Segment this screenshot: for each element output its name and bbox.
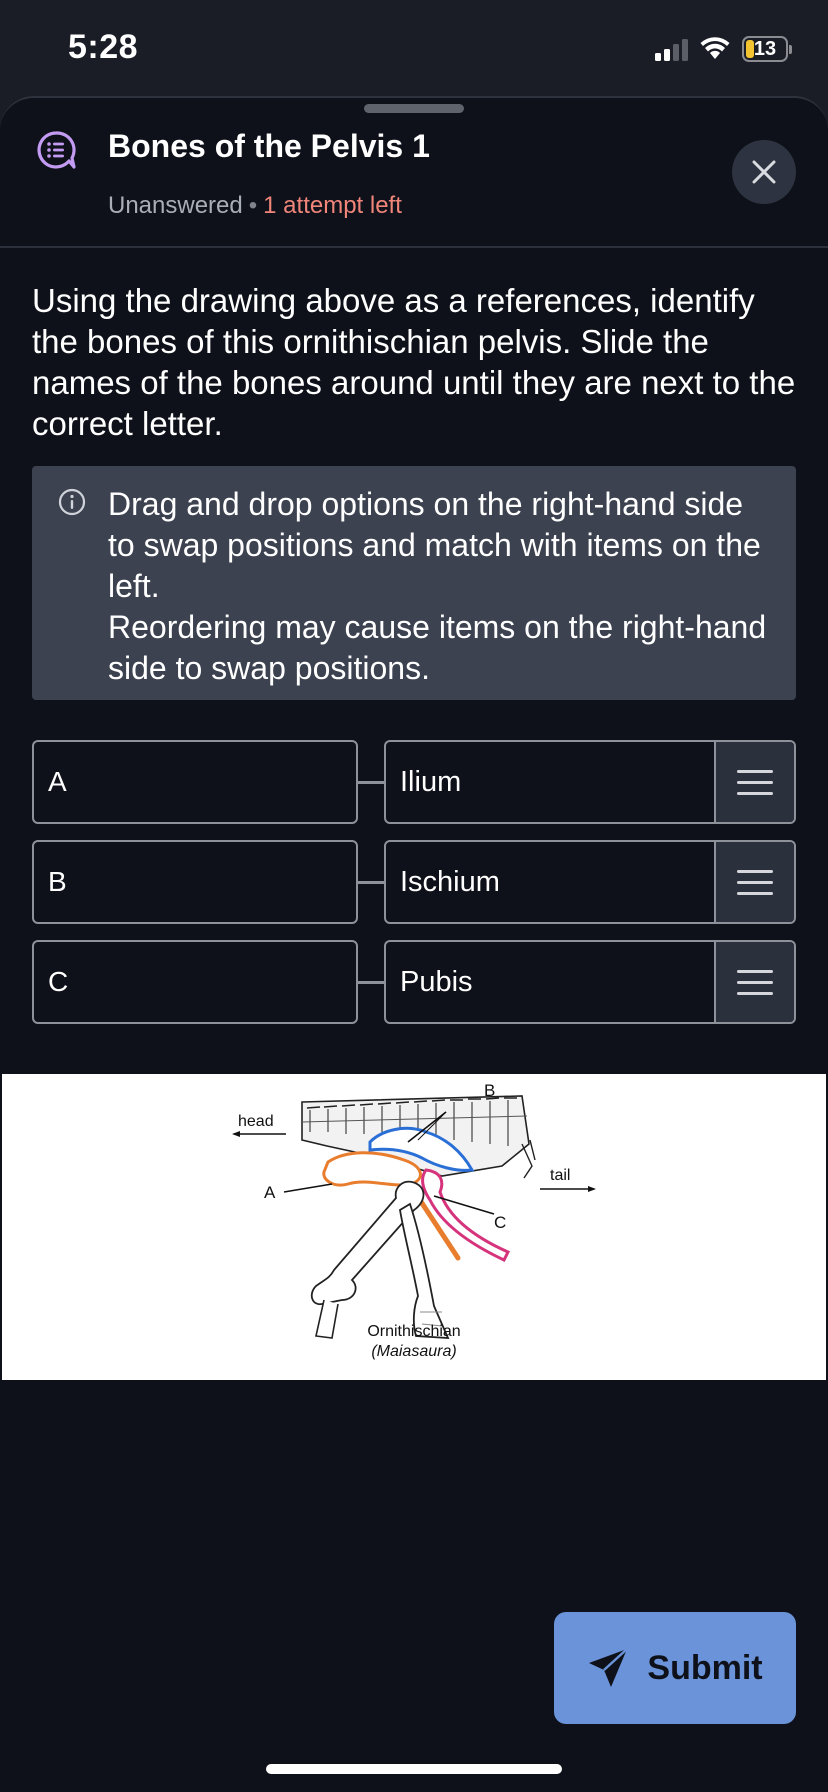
target-label: C [48,966,69,997]
answer-status: Unanswered [108,192,243,219]
caption-line-2: (Maiasaura) [371,1343,457,1360]
label-b: B [484,1081,496,1100]
match-connector [358,981,384,984]
cellular-signal-icon [655,37,688,61]
match-row [32,940,796,1024]
caption-line-1: Ornithischian [367,1323,461,1340]
target-item-b [32,840,358,924]
submit-button[interactable] [554,1612,796,1724]
head-label: head [238,1113,274,1130]
info-icon [58,488,86,516]
label-c: C [494,1213,507,1232]
status-separator: • [248,192,258,219]
attempts-left: 1 attempt left [263,192,402,219]
header-divider [0,246,828,248]
option-label: Ischium [400,866,500,898]
battery-icon [742,36,788,62]
status-icons [655,34,792,64]
match-row [32,840,796,924]
question-sheet [0,96,828,1792]
close-button[interactable] [732,140,796,204]
status-time: 5:28 [68,28,139,66]
submit-label: Submit [647,1648,763,1687]
question-status [108,192,402,220]
drag-handle-icon[interactable] [714,842,794,922]
question-list-icon [36,130,76,170]
label-a: A [264,1183,276,1202]
instructions-box [32,466,796,700]
draggable-option-pubis[interactable] [384,940,796,1024]
battery-level: 13 [753,37,777,60]
draggable-option-ilium[interactable] [384,740,796,824]
question-text: Using the drawing above as a references, identify the bones of this ornithischian pelvis. Slide the names of the bones around until they are next to the correct letter. [32,282,796,442]
send-icon [587,1647,629,1689]
match-connector [358,781,384,784]
instructions-line-2: Reordering may cause items on the right-hand side to swap positions. [108,609,767,686]
match-row [32,740,796,824]
option-label: Ilium [400,766,462,798]
pelvis-diagram [2,1074,826,1380]
sheet-grabber[interactable] [364,104,464,113]
drag-handle-icon[interactable] [714,942,794,1022]
status-bar [0,0,828,96]
drag-handle-icon[interactable] [714,742,794,822]
home-indicator[interactable] [266,1764,562,1774]
lower-leg [400,1204,448,1338]
target-label: B [48,866,67,897]
draggable-option-ischium[interactable] [384,840,796,924]
target-item-a [32,740,358,824]
close-icon [751,159,777,185]
pelvis-drawing [2,1074,826,1380]
instructions-line-1: Drag and drop options on the right-hand side to swap positions and match with items on the left. [108,486,761,604]
tail-label: tail [550,1167,571,1184]
target-item-c [32,940,358,1024]
page-title: Bones of the Pelvis 1 [108,128,430,164]
target-label: A [48,766,67,797]
match-connector [358,881,384,884]
option-label: Pubis [400,966,473,998]
wifi-icon [700,37,730,61]
